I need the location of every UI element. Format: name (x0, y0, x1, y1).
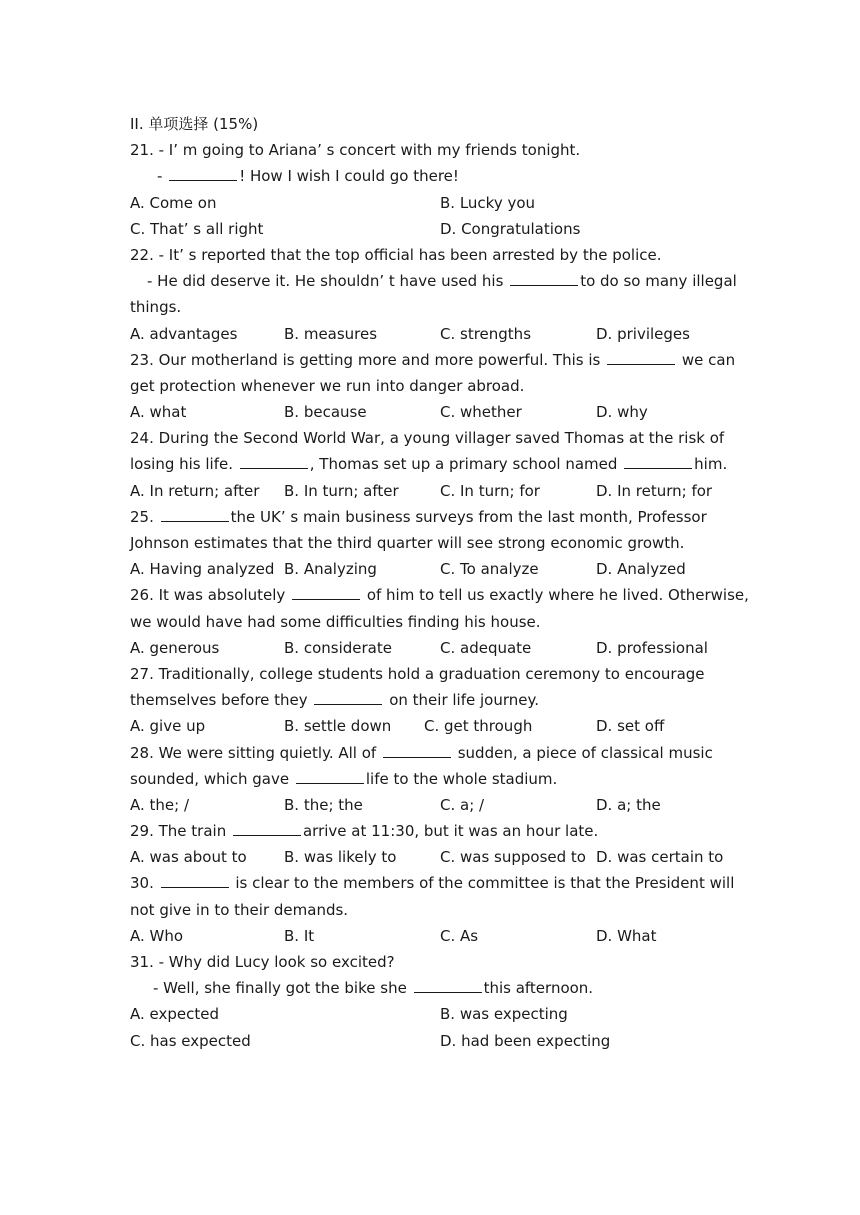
options-row (130, 190, 730, 216)
answer-blank[interactable] (161, 520, 229, 522)
option-b[interactable]: B. because (284, 403, 367, 422)
answer-blank[interactable] (314, 703, 382, 705)
answer-blank[interactable] (414, 991, 482, 993)
stem-text: get protection whenever we run into danger abroad. (130, 376, 525, 395)
stem-text: things. (130, 298, 182, 317)
question-30 (130, 870, 735, 949)
question-stem-line (130, 766, 730, 792)
question-stem-line (130, 425, 730, 451)
options-row (130, 635, 730, 661)
stem-text: - Well, she finally got the bike she (153, 979, 412, 998)
option-d[interactable]: D. had been expecting (440, 1031, 611, 1050)
stem-text: themselves before they (130, 691, 313, 710)
question-26 (130, 582, 749, 661)
question-stem-line (130, 740, 730, 766)
question-22 (130, 242, 737, 347)
stem-text: to do so many illegal (580, 272, 737, 291)
question-21 (130, 137, 730, 242)
option-a[interactable]: A. the; / (130, 795, 190, 814)
stem-text: 30. (130, 874, 159, 893)
option-d[interactable]: D. privileges (596, 324, 690, 343)
option-d[interactable]: D. In return; for (596, 481, 713, 500)
option-a[interactable]: A. Who (130, 926, 184, 945)
option-b[interactable]: B. was likely to (284, 848, 397, 867)
question-stem-line (130, 582, 749, 608)
answer-blank[interactable] (161, 886, 229, 888)
option-a[interactable]: A. Come on (130, 193, 217, 212)
options-row (130, 923, 730, 949)
option-c[interactable]: C. adequate (440, 638, 532, 657)
question-stem-line (130, 661, 730, 687)
question-stem-line (130, 294, 730, 320)
question-28 (130, 740, 730, 819)
option-d[interactable]: D. set off (596, 717, 665, 736)
options-row (130, 713, 730, 739)
question-section (130, 111, 749, 1054)
stem-text: 24. During the Second World War, a young villager saved Thomas at the risk of (130, 429, 725, 448)
question-stem-line (130, 897, 730, 923)
question-25 (130, 504, 730, 583)
stem-text: losing his life. (130, 455, 238, 474)
stem-text: we can (677, 350, 736, 369)
stem-text: arrive at 11:30, but it was an hour late. (302, 822, 599, 841)
option-d[interactable]: D. why (596, 403, 648, 422)
option-a[interactable]: A. was about to (130, 848, 247, 867)
option-c[interactable]: C. In turn; for (440, 481, 540, 500)
option-d[interactable]: D. What (596, 926, 657, 945)
options-row (130, 844, 730, 870)
answer-blank[interactable] (510, 284, 578, 286)
option-a[interactable]: A. In return; after (130, 481, 260, 500)
stem-text: 27. Traditionally, college students hold a graduation ceremony to encourage (130, 664, 705, 683)
option-b[interactable]: B. In turn; after (284, 481, 399, 500)
options-row (130, 216, 730, 242)
option-b[interactable]: B. It (284, 926, 315, 945)
stem-text: 25. (130, 507, 159, 526)
option-d[interactable]: D. professional (596, 638, 708, 657)
option-b[interactable]: B. the; the (284, 795, 363, 814)
stem-text: this afternoon. (483, 979, 594, 998)
options-row (130, 1001, 730, 1027)
option-b[interactable]: B. Lucky you (440, 193, 536, 212)
answer-blank[interactable] (624, 467, 692, 469)
option-c[interactable]: C. That’ s all right (130, 219, 264, 238)
stem-text: not give in to their demands. (130, 900, 349, 919)
options-row (130, 792, 730, 818)
answer-blank[interactable] (292, 598, 360, 600)
option-c[interactable]: C. strengths (440, 324, 532, 343)
stem-text: him. (694, 455, 728, 474)
stem-text: - He did deserve it. He shouldn’ t have used his (147, 272, 509, 291)
section-title: II. 单项选择 (15%) (130, 115, 259, 133)
stem-text: on their life journey. (384, 691, 539, 710)
option-a[interactable]: A. give up (130, 717, 206, 736)
option-c[interactable]: C. was supposed to (440, 848, 586, 867)
stem-text: - (157, 167, 168, 186)
option-d[interactable]: D. Congratulations (440, 219, 581, 238)
question-29 (130, 818, 730, 870)
answer-blank[interactable] (233, 834, 301, 836)
answer-blank[interactable] (240, 467, 308, 469)
option-d[interactable]: D. a; the (596, 795, 661, 814)
stem-text: 22. - It’ s reported that the top official has been arrested by the police. (130, 245, 662, 264)
option-b[interactable]: B. settle down (284, 717, 392, 736)
option-b[interactable]: B. considerate (284, 638, 392, 657)
option-a[interactable]: A. expected (130, 1005, 220, 1024)
option-b[interactable]: B. Analyzing (284, 560, 377, 579)
question-stem-line (130, 530, 730, 556)
question-stem-line (130, 609, 730, 635)
stem-text: 23. Our motherland is getting more and more powerful. This is (130, 350, 606, 369)
question-27 (130, 661, 730, 740)
question-stem-line (130, 870, 735, 896)
stem-text: 21. - I’ m going to Ariana’ s concert with my friends tonight. (130, 141, 581, 160)
question-stem-line (130, 975, 730, 1001)
answer-blank[interactable] (169, 179, 237, 181)
option-a[interactable]: A. generous (130, 638, 220, 657)
question-stem-line (130, 242, 730, 268)
question-31 (130, 949, 730, 1054)
stem-text: sudden, a piece of classical music (452, 743, 713, 762)
stem-text: 31. - Why did Lucy look so excited? (130, 953, 395, 971)
question-stem-line (130, 373, 730, 399)
stem-text: the UK’ s main business surveys from the last month, Professor (230, 507, 707, 526)
option-a[interactable]: A. advantages (130, 324, 238, 343)
question-stem-line (130, 163, 730, 189)
options-row (130, 399, 730, 425)
question-stem-line (130, 949, 730, 975)
option-d[interactable]: D. Analyzed (596, 560, 686, 579)
option-d[interactable]: D. was certain to (596, 848, 724, 867)
answer-blank[interactable] (296, 782, 364, 784)
option-c[interactable]: C. whether (440, 403, 522, 422)
stem-text: is clear to the members of the committee is that the President will (230, 874, 735, 893)
question-stem-line (130, 268, 737, 294)
option-c[interactable]: C. a; / (440, 795, 485, 814)
option-a[interactable]: A. what (130, 403, 187, 422)
question-stem-line (130, 451, 730, 477)
answer-blank[interactable] (607, 363, 675, 365)
answer-blank[interactable] (383, 756, 451, 758)
question-stem-line (130, 687, 730, 713)
options-row (130, 1028, 730, 1054)
option-c[interactable]: C. To analyze (440, 560, 539, 579)
stem-text: of him to tell us exactly where he lived. Otherwise, (362, 586, 749, 605)
option-c[interactable]: C. As (440, 926, 479, 945)
stem-text: ! How I wish I could go there! (239, 167, 459, 186)
option-c[interactable]: C. get through (424, 717, 533, 736)
question-24 (130, 425, 730, 504)
question-23 (130, 347, 736, 426)
option-c[interactable]: C. has expected (130, 1031, 251, 1050)
question-stem-line (130, 347, 736, 373)
question-stem-line (130, 504, 730, 530)
stem-text: life to the whole stadium. (365, 769, 558, 788)
stem-text: sounded, which gave (130, 769, 294, 788)
question-stem-line (130, 818, 730, 844)
options-row (130, 556, 730, 582)
stem-text: 26. It was absolutely (130, 586, 291, 605)
option-a[interactable]: A. Having analyzed (130, 560, 275, 579)
stem-text: we would have had some difficulties finding his house. (130, 612, 541, 631)
question-stem-line (130, 137, 730, 163)
stem-text: 29. The train (130, 822, 231, 841)
options-row (130, 321, 730, 347)
option-b[interactable]: B. measures (284, 324, 378, 343)
option-b[interactable]: B. was expecting (440, 1005, 568, 1024)
stem-text: , Thomas set up a primary school named (309, 455, 623, 474)
stem-text: Johnson estimates that the third quarter will see strong economic growth. (130, 534, 685, 552)
stem-text: 28. We were sitting quietly. All of (130, 743, 381, 762)
options-row (130, 478, 730, 504)
